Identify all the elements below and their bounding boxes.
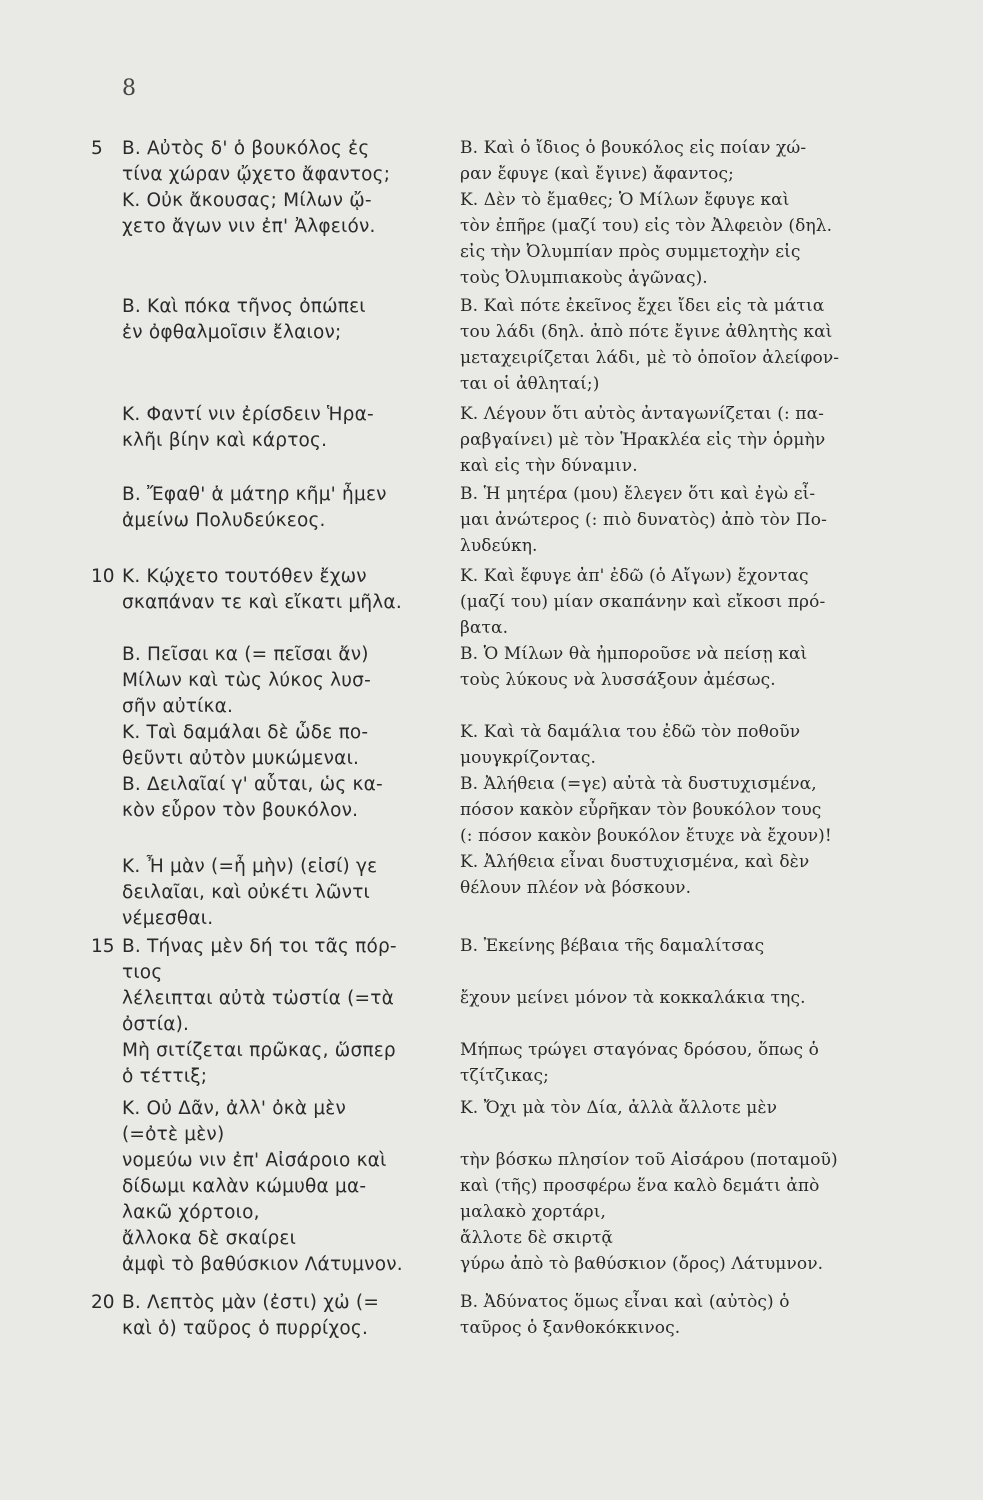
translation-line: θέλουν πλέον νὰ βόσκουν. xyxy=(460,878,692,898)
translation-line: Β. Καὶ ὁ ἴδιος ὁ βουκόλος εἰς ποίαν χώ- xyxy=(460,138,807,158)
page-number: 8 xyxy=(122,76,136,101)
translation-line: τοὺς λύκους νὰ λυσσάξουν ἀμέσως. xyxy=(460,670,776,690)
translation-line: ταῦρος ὁ ξανθοκόκκινος. xyxy=(460,1318,681,1338)
translation-line: καὶ (τῆς) προσφέρω ἕνα καλὸ δεμάτι ἀπὸ xyxy=(460,1176,820,1196)
translation-line: καὶ εἰς τὴν δύναμιν. xyxy=(460,456,638,476)
original-line: Κ. Οὐ Δᾶν, ἀλλ' ὀκὰ μὲν xyxy=(122,1098,347,1119)
translation-line: μουγκρίζοντας. xyxy=(460,748,597,768)
original-line: Β. Ἔφαθ' ἁ μάτηρ κῆμ' ἦμεν xyxy=(122,484,387,505)
translation-line: Β. Ἀλήθεια (=γε) αὐτὰ τὰ δυστυχισμένα, xyxy=(460,774,817,794)
translation-line: μαλακὸ χορτάρι, xyxy=(460,1202,607,1222)
line-number-10: 10 xyxy=(91,566,115,587)
original-line: σκαπάναν τε καὶ εἴκατι μῆλα. xyxy=(122,592,402,613)
original-line: Β. Λεπτὸς μὰν (ἐστι) χὠ (= xyxy=(122,1292,380,1313)
translation-line: του λάδι (δηλ. ἀπὸ πότε ἔγινε ἀθλητὴς καὶ xyxy=(460,322,833,342)
translation-line: Κ. Λέγουν ὅτι αὐτὸς ἀνταγωνίζεται (: πα- xyxy=(460,404,825,424)
translation-line: (μαζί του) μίαν σκαπάνην καὶ εἴκοσι πρό- xyxy=(460,592,826,612)
original-line: τιος xyxy=(122,962,163,983)
translation-line: Β. Ἡ μητέρα (μου) ἔλεγεν ὅτι καὶ ἐγὼ εἶ- xyxy=(460,484,816,504)
translation-line: γύρω ἀπὸ τὸ βαθύσκιον (ὄρος) Λάτυμνον. xyxy=(460,1254,824,1274)
translation-line: ται οἱ ἀθληταί;) xyxy=(460,374,600,394)
original-line: Β. Αὐτὸς δ' ὁ βουκόλος ἐς xyxy=(122,138,370,159)
translation-line: Κ. Δὲν τὸ ἔμαθες; Ὁ Μίλων ἔφυγε καὶ xyxy=(460,190,790,210)
original-line: κλῆι βίην καὶ κάρτος. xyxy=(122,430,328,451)
translation-line: Μήπως τρώγει σταγόνας δρόσου, ὅπως ὁ xyxy=(460,1040,819,1060)
line-number-5: 5 xyxy=(91,138,103,159)
original-line: (=ὀτὲ μὲν) xyxy=(122,1124,225,1145)
translation-line: Β. Ἐκείνης βέβαια τῆς δαμαλίτσας xyxy=(460,936,765,956)
original-line: δίδωμι καλὰν κώμυθα μα- xyxy=(122,1176,367,1197)
translation-line: τζίτζικας; xyxy=(460,1066,549,1086)
translation-line: Κ. Ὄχι μὰ τὸν Δία, ἀλλὰ ἄλλοτε μὲν xyxy=(460,1098,778,1118)
original-line: Β. Καὶ πόκα τῆνος ὀπώπει xyxy=(122,296,366,317)
original-line: κὸν εὗρον τὸν βουκόλον. xyxy=(122,800,359,821)
translation-line: (: πόσον κακὸν βουκόλον ἔτυχε νὰ ἔχουν)! xyxy=(460,826,832,846)
original-line: Κ. Κῴχετο τουτόθεν ἔχων xyxy=(122,566,367,587)
original-line: δειλαῖαι, καὶ οὐκέτι λῶντι xyxy=(122,882,371,903)
original-line: ὁ τέττιξ; xyxy=(122,1066,208,1087)
original-line: Κ. Οὐκ ἄκουσας; Μίλων ᾤ- xyxy=(122,190,372,211)
translation-line: τὸν ἐπῆρε (μαζί του) εἰς τὸν Ἀλφειὸν (δηλ. xyxy=(460,216,833,236)
original-line: Κ. Φαντί νιν ἐρίσδειν Ἡρα- xyxy=(122,404,374,425)
original-line: θεῦντι αὐτὸν μυκώμεναι. xyxy=(122,748,360,769)
original-line: σῆν αὐτίκα. xyxy=(122,696,234,717)
translation-line: βατα. xyxy=(460,618,509,638)
original-line: Μίλων καὶ τὼς λύκος λυσ- xyxy=(122,670,371,691)
original-line: λέλειπται αὐτὰ τὠστία (=τὰ xyxy=(122,988,394,1009)
original-line: ἐν ὀφθαλμοῖσιν ἔλαιον; xyxy=(122,322,342,343)
translation-line: Β. Ἀδύνατος ὅμως εἶναι καὶ (αὐτὸς) ὁ xyxy=(460,1292,790,1312)
translation-line: Κ. Καὶ ἔφυγε ἀπ' ἐδῶ (ὁ Αἴγων) ἔχοντας xyxy=(460,566,809,586)
translation-line: τοὺς Ὀλυμπιακοὺς ἀγῶνας). xyxy=(460,268,708,288)
translation-line: τὴν βόσκω πλησίον τοῦ Αἰσάρου (ποταμοῦ) xyxy=(460,1150,838,1170)
original-line: νέμεσθαι. xyxy=(122,908,214,929)
translation-line: Κ. Ἀλήθεια εἶναι δυστυχισμένα, καὶ δὲν xyxy=(460,852,810,872)
translation-line: εἰς τὴν Ὀλυμπίαν πρὸς συμμετοχὴν εἰς xyxy=(460,242,801,262)
original-line: ὀστία). xyxy=(122,1014,190,1035)
translation-line: ραν ἔφυγε (καὶ ἔγινε) ἄφαντος; xyxy=(460,164,734,184)
original-line: λακῶ χόρτοιο, xyxy=(122,1202,260,1223)
original-line: ἀμείνω Πολυδεύκεος. xyxy=(122,510,326,531)
original-line: τίνα χώραν ᾤχετο ἄφαντος; xyxy=(122,164,391,185)
original-line: χετο ἄγων νιν ἐπ' Ἀλφειόν. xyxy=(122,216,376,237)
translation-line: Κ. Καὶ τὰ δαμάλια του ἐδῶ τὸν ποθοῦν xyxy=(460,722,801,742)
original-line: Β. Πεῖσαι κα (= πεῖσαι ἄν) xyxy=(122,644,369,665)
original-line: νομεύω νιν ἐπ' Αἰσάροιο καὶ xyxy=(122,1150,387,1171)
translation-line: μαι ἀνώτερος (: πιὸ δυνατὸς) ἀπὸ τὸν Πο- xyxy=(460,510,827,530)
line-number-15: 15 xyxy=(91,936,115,957)
original-line: καὶ ὁ) ταῦρος ὁ πυρρίχος. xyxy=(122,1318,369,1339)
translation-line: Β. Ὁ Μίλων θὰ ἠμποροῦσε νὰ πείσῃ καὶ xyxy=(460,644,808,664)
translation-line: ραβγαίνει) μὲ τὸν Ἡρακλέα εἰς τὴν ὁρμὴν xyxy=(460,430,826,450)
original-line: ἄλλοκα δὲ σκαίρει xyxy=(122,1228,297,1249)
translation-line: μεταχειρίζεται λάδι, μὲ τὸ ὁποῖον ἀλείφον- xyxy=(460,348,840,368)
original-line: Μὴ σιτίζεται πρῶκας, ὥσπερ xyxy=(122,1040,396,1061)
original-line: ἀμφὶ τὸ βαθύσκιον Λάτυμνον. xyxy=(122,1254,403,1275)
original-line: Β. Τήνας μὲν δή τοι τᾶς πόρ- xyxy=(122,936,397,957)
translation-line: πόσον κακὸν εὗρῆκαν τὸν βουκόλον τους xyxy=(460,800,822,820)
original-line: Κ. Ἦ μὰν (=ἦ μὴν) (εἰσί) γε xyxy=(122,856,378,877)
translation-line: λυδεύκη. xyxy=(460,536,538,556)
translation-line: ἔχουν μείνει μόνον τὰ κοκκαλάκια της. xyxy=(460,988,806,1008)
translation-line: ἄλλοτε δὲ σκιρτᾷ xyxy=(460,1228,614,1248)
original-line: Β. Δειλαῖαί γ' αὗται, ὡς κα- xyxy=(122,774,383,795)
line-number-20: 20 xyxy=(91,1292,115,1313)
original-line: Κ. Ταὶ δαμάλαι δὲ ὧδε πο- xyxy=(122,722,369,743)
translation-line: Β. Καὶ πότε ἐκεῖνος ἔχει ἴδει εἰς τὰ μάτια xyxy=(460,296,825,316)
